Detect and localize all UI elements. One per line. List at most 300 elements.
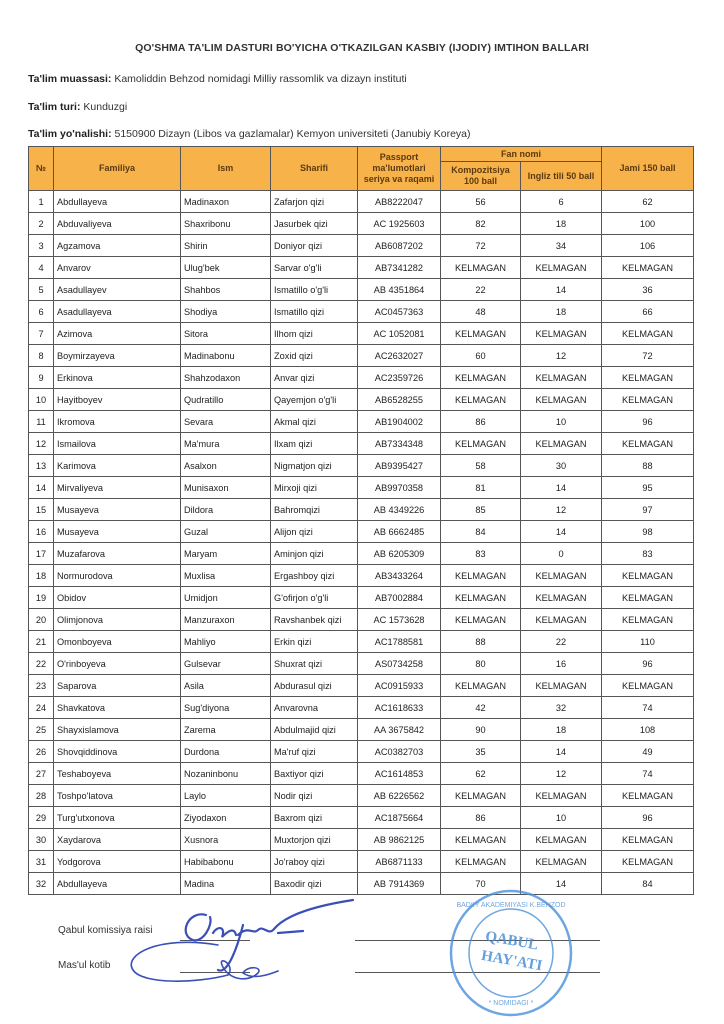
row-number: 13: [29, 455, 54, 477]
patronymic-cell: Mirxoji qizi: [271, 477, 358, 499]
row-number: 27: [29, 763, 54, 785]
patronymic-cell: Ergashboy qizi: [271, 565, 358, 587]
passport-cell: AB 7914369: [358, 873, 441, 895]
patronymic-cell: Qayemjon o'g'li: [271, 389, 358, 411]
english-score-cell: 14: [521, 873, 602, 895]
english-score-cell: KELMAGAN: [521, 257, 602, 279]
total-score-cell: KELMAGAN: [602, 675, 694, 697]
col-header-surname: Familiya: [54, 147, 181, 191]
total-score-cell: KELMAGAN: [602, 367, 694, 389]
composition-score-cell: KELMAGAN: [441, 829, 521, 851]
surname-cell: Obidov: [54, 587, 181, 609]
col-header-composition: Kompozitsiya 100 ball: [441, 162, 521, 191]
surname-cell: Shovqiddinova: [54, 741, 181, 763]
patronymic-cell: Anvarovna: [271, 697, 358, 719]
table-row: [29, 543, 694, 565]
name-cell: Munisaxon: [181, 477, 271, 499]
col-header-num: №: [29, 147, 54, 191]
name-cell: Sevara: [181, 411, 271, 433]
composition-score-cell: KELMAGAN: [441, 587, 521, 609]
total-score-cell: 108: [602, 719, 694, 741]
direction-line: [28, 128, 471, 140]
composition-score-cell: 86: [441, 411, 521, 433]
surname-cell: Muzafarova: [54, 543, 181, 565]
surname-cell: Shayxislamova: [54, 719, 181, 741]
english-score-cell: 14: [521, 279, 602, 301]
patronymic-cell: Bahromqizi: [271, 499, 358, 521]
surname-cell: O'rinboyeva: [54, 653, 181, 675]
passport-cell: AB7334348: [358, 433, 441, 455]
surname-cell: Ismailova: [54, 433, 181, 455]
total-score-cell: 96: [602, 653, 694, 675]
total-score-cell: 98: [602, 521, 694, 543]
table-row: [29, 257, 694, 279]
english-score-cell: 16: [521, 653, 602, 675]
institution-value: Kamoliddin Behzod nomidagi Milliy rassomlik va dizayn instituti: [114, 73, 407, 85]
row-number: 16: [29, 521, 54, 543]
patronymic-cell: Ma'ruf qizi: [271, 741, 358, 763]
name-cell: Shahzodaxon: [181, 367, 271, 389]
surname-cell: Normurodova: [54, 565, 181, 587]
table-row: [29, 675, 694, 697]
composition-score-cell: 58: [441, 455, 521, 477]
patronymic-cell: Sarvar o'g'li: [271, 257, 358, 279]
english-score-cell: 14: [521, 477, 602, 499]
total-score-cell: 36: [602, 279, 694, 301]
svg-text:BADIIY AKADEMIYASI K.BEHZOD: BADIIY AKADEMIYASI K.BEHZOD: [456, 902, 566, 909]
composition-score-cell: 83: [441, 543, 521, 565]
surname-cell: Musayeva: [54, 499, 181, 521]
table-row: [29, 587, 694, 609]
passport-cell: AB1904002: [358, 411, 441, 433]
study-type-label: Ta'lim turi:: [28, 101, 81, 113]
row-number: 30: [29, 829, 54, 851]
table-row: [29, 851, 694, 873]
col-header-patronymic: Sharifi: [271, 147, 358, 191]
table-row: [29, 235, 694, 257]
english-score-cell: 18: [521, 301, 602, 323]
total-score-cell: 84: [602, 873, 694, 895]
surname-cell: Abduvaliyeva: [54, 213, 181, 235]
total-score-cell: 74: [602, 697, 694, 719]
patronymic-cell: Baxtiyor qizi: [271, 763, 358, 785]
total-score-cell: 49: [602, 741, 694, 763]
passport-cell: AC1875664: [358, 807, 441, 829]
english-score-cell: 12: [521, 345, 602, 367]
total-score-cell: KELMAGAN: [602, 323, 694, 345]
passport-cell: AB7002884: [358, 587, 441, 609]
total-score-cell: KELMAGAN: [602, 433, 694, 455]
secretary-label: Mas'ul kotib: [58, 960, 111, 971]
total-score-cell: 74: [602, 763, 694, 785]
name-cell: Zarema: [181, 719, 271, 741]
english-score-cell: 32: [521, 697, 602, 719]
passport-cell: AC 1052081: [358, 323, 441, 345]
composition-score-cell: KELMAGAN: [441, 367, 521, 389]
table-row: [29, 213, 694, 235]
patronymic-cell: Zafarjon qizi: [271, 191, 358, 213]
patronymic-cell: Jo'raboy qizi: [271, 851, 358, 873]
surname-cell: Mirvaliyeva: [54, 477, 181, 499]
row-number: 20: [29, 609, 54, 631]
table-row: [29, 433, 694, 455]
row-number: 12: [29, 433, 54, 455]
passport-cell: AB6871133: [358, 851, 441, 873]
composition-score-cell: 62: [441, 763, 521, 785]
passport-cell: AB9395427: [358, 455, 441, 477]
composition-score-cell: 90: [441, 719, 521, 741]
patronymic-cell: Akmal qizi: [271, 411, 358, 433]
patronymic-cell: Aminjon qizi: [271, 543, 358, 565]
composition-score-cell: KELMAGAN: [441, 675, 521, 697]
surname-cell: Agzamova: [54, 235, 181, 257]
passport-cell: AB7341282: [358, 257, 441, 279]
total-score-cell: 62: [602, 191, 694, 213]
name-cell: Shahbos: [181, 279, 271, 301]
composition-score-cell: KELMAGAN: [441, 389, 521, 411]
composition-score-cell: KELMAGAN: [441, 257, 521, 279]
row-number: 29: [29, 807, 54, 829]
table-row: [29, 785, 694, 807]
official-stamp-icon: [445, 887, 577, 1019]
patronymic-cell: Ravshanbek qizi: [271, 609, 358, 631]
passport-cell: AB8222047: [358, 191, 441, 213]
table-row: [29, 521, 694, 543]
row-number: 31: [29, 851, 54, 873]
surname-cell: Anvarov: [54, 257, 181, 279]
composition-score-cell: 81: [441, 477, 521, 499]
surname-cell: Shavkatova: [54, 697, 181, 719]
surname-cell: Turg'utxonova: [54, 807, 181, 829]
exam-results-table: [28, 146, 694, 895]
english-score-cell: KELMAGAN: [521, 323, 602, 345]
col-header-name: Ism: [181, 147, 271, 191]
surname-cell: Erkinova: [54, 367, 181, 389]
row-number: 7: [29, 323, 54, 345]
total-score-cell: 106: [602, 235, 694, 257]
patronymic-cell: Ilhom qizi: [271, 323, 358, 345]
row-number: 14: [29, 477, 54, 499]
row-number: 26: [29, 741, 54, 763]
total-score-cell: 96: [602, 411, 694, 433]
row-number: 9: [29, 367, 54, 389]
direction-value: 5150900 Dizayn (Libos va gazlamalar) Kemyon universiteti (Janubiy Koreya): [114, 128, 471, 140]
surname-cell: Toshpo'latova: [54, 785, 181, 807]
name-cell: Mahliyo: [181, 631, 271, 653]
composition-score-cell: 80: [441, 653, 521, 675]
table-row: [29, 367, 694, 389]
patronymic-cell: Baxrom qizi: [271, 807, 358, 829]
composition-score-cell: 82: [441, 213, 521, 235]
patronymic-cell: Ismatillo o'g'li: [271, 279, 358, 301]
table-row: [29, 411, 694, 433]
patronymic-cell: Abdulmajid qizi: [271, 719, 358, 741]
total-score-cell: 83: [602, 543, 694, 565]
passport-cell: AC0915933: [358, 675, 441, 697]
composition-score-cell: 42: [441, 697, 521, 719]
row-number: 17: [29, 543, 54, 565]
row-number: 1: [29, 191, 54, 213]
passport-cell: AS0734258: [358, 653, 441, 675]
composition-score-cell: KELMAGAN: [441, 433, 521, 455]
row-number: 25: [29, 719, 54, 741]
patronymic-cell: Jasurbek qizi: [271, 213, 358, 235]
surname-cell: Abdullayeva: [54, 191, 181, 213]
composition-score-cell: 48: [441, 301, 521, 323]
svg-text:* NOMIDAGI *: * NOMIDAGI *: [488, 1000, 534, 1007]
table-row: [29, 741, 694, 763]
study-type-value: Kunduzgi: [83, 101, 128, 113]
name-cell: Ulug'bek: [181, 257, 271, 279]
english-score-cell: 14: [521, 741, 602, 763]
english-score-cell: 18: [521, 719, 602, 741]
passport-cell: AB 6662485: [358, 521, 441, 543]
total-score-cell: KELMAGAN: [602, 609, 694, 631]
table-row: [29, 763, 694, 785]
row-number: 19: [29, 587, 54, 609]
total-score-cell: KELMAGAN: [602, 785, 694, 807]
institution-line: [28, 73, 407, 85]
name-cell: Shaxribonu: [181, 213, 271, 235]
table-row: [29, 455, 694, 477]
english-score-cell: 12: [521, 499, 602, 521]
passport-cell: AB 6226562: [358, 785, 441, 807]
composition-score-cell: KELMAGAN: [441, 609, 521, 631]
passport-cell: AC1618633: [358, 697, 441, 719]
row-number: 2: [29, 213, 54, 235]
english-score-cell: 12: [521, 763, 602, 785]
table-row: [29, 609, 694, 631]
passport-cell: AC 1573628: [358, 609, 441, 631]
name-cell: Asila: [181, 675, 271, 697]
name-cell: Asalxon: [181, 455, 271, 477]
name-cell: Gulsevar: [181, 653, 271, 675]
patronymic-cell: Nodir qizi: [271, 785, 358, 807]
english-score-cell: 0: [521, 543, 602, 565]
passport-cell: AC1614853: [358, 763, 441, 785]
table-row: [29, 279, 694, 301]
col-header-total: Jami 150 ball: [602, 147, 694, 191]
surname-cell: Hayitboyev: [54, 389, 181, 411]
surname-cell: Yodgorova: [54, 851, 181, 873]
passport-cell: AB9970358: [358, 477, 441, 499]
total-score-cell: KELMAGAN: [602, 587, 694, 609]
svg-text:QABUL: QABUL: [484, 928, 540, 954]
surname-cell: Asadullayev: [54, 279, 181, 301]
row-number: 28: [29, 785, 54, 807]
name-cell: Guzal: [181, 521, 271, 543]
surname-cell: Karimova: [54, 455, 181, 477]
passport-cell: AB6087202: [358, 235, 441, 257]
name-cell: Laylo: [181, 785, 271, 807]
surname-cell: Ikromova: [54, 411, 181, 433]
english-score-cell: KELMAGAN: [521, 433, 602, 455]
surname-cell: Boymirzayeva: [54, 345, 181, 367]
patronymic-cell: Shuxrat qizi: [271, 653, 358, 675]
name-cell: Sug'diyona: [181, 697, 271, 719]
row-number: 11: [29, 411, 54, 433]
composition-score-cell: KELMAGAN: [441, 785, 521, 807]
patronymic-cell: Zoxid qizi: [271, 345, 358, 367]
patronymic-cell: Ismatillo qizi: [271, 301, 358, 323]
name-cell: Habibabonu: [181, 851, 271, 873]
composition-score-cell: KELMAGAN: [441, 851, 521, 873]
passport-cell: AC0457363: [358, 301, 441, 323]
row-number: 24: [29, 697, 54, 719]
name-cell: Dildora: [181, 499, 271, 521]
passport-cell: AB 4351864: [358, 279, 441, 301]
english-score-cell: KELMAGAN: [521, 389, 602, 411]
chair-signature-icon: [118, 895, 358, 995]
table-row: [29, 565, 694, 587]
total-score-cell: 96: [602, 807, 694, 829]
row-number: 18: [29, 565, 54, 587]
table-row: [29, 323, 694, 345]
row-number: 23: [29, 675, 54, 697]
composition-score-cell: 86: [441, 807, 521, 829]
patronymic-cell: Baxodir qizi: [271, 873, 358, 895]
study-type-line: [28, 101, 127, 113]
passport-cell: AC2632027: [358, 345, 441, 367]
total-score-cell: KELMAGAN: [602, 565, 694, 587]
passport-cell: AB 9862125: [358, 829, 441, 851]
passport-cell: AA 3675842: [358, 719, 441, 741]
row-number: 10: [29, 389, 54, 411]
surname-cell: Teshaboyeva: [54, 763, 181, 785]
name-cell: Ziyodaxon: [181, 807, 271, 829]
english-score-cell: 14: [521, 521, 602, 543]
composition-score-cell: 35: [441, 741, 521, 763]
table-row: [29, 829, 694, 851]
svg-text:HAY'ATI: HAY'ATI: [479, 947, 544, 975]
total-score-cell: KELMAGAN: [602, 257, 694, 279]
total-score-cell: KELMAGAN: [602, 851, 694, 873]
name-cell: Sitora: [181, 323, 271, 345]
english-score-cell: KELMAGAN: [521, 785, 602, 807]
passport-cell: AC2359726: [358, 367, 441, 389]
composition-score-cell: 72: [441, 235, 521, 257]
passport-cell: AB 6205309: [358, 543, 441, 565]
name-cell: Shodiya: [181, 301, 271, 323]
surname-cell: Xaydarova: [54, 829, 181, 851]
english-score-cell: 10: [521, 807, 602, 829]
english-score-cell: 34: [521, 235, 602, 257]
surname-cell: Abdullayeva: [54, 873, 181, 895]
name-cell: Ma'mura: [181, 433, 271, 455]
name-cell: Qudratillo: [181, 389, 271, 411]
english-score-cell: KELMAGAN: [521, 851, 602, 873]
patronymic-cell: Alijon qizi: [271, 521, 358, 543]
name-cell: Madina: [181, 873, 271, 895]
table-row: [29, 301, 694, 323]
passport-cell: AC 1925603: [358, 213, 441, 235]
composition-score-cell: 60: [441, 345, 521, 367]
name-cell: Nozaninbonu: [181, 763, 271, 785]
name-cell: Shirin: [181, 235, 271, 257]
total-score-cell: 66: [602, 301, 694, 323]
row-number: 3: [29, 235, 54, 257]
table-row: [29, 477, 694, 499]
composition-score-cell: 56: [441, 191, 521, 213]
composition-score-cell: 22: [441, 279, 521, 301]
row-number: 8: [29, 345, 54, 367]
table-row: [29, 807, 694, 829]
name-cell: Manzuraxon: [181, 609, 271, 631]
composition-score-cell: KELMAGAN: [441, 565, 521, 587]
passport-cell: AB3433264: [358, 565, 441, 587]
patronymic-cell: Anvar qizi: [271, 367, 358, 389]
total-score-cell: 110: [602, 631, 694, 653]
row-number: 22: [29, 653, 54, 675]
table-row: [29, 345, 694, 367]
col-header-subject-group: Fan nomi: [441, 147, 602, 162]
english-score-cell: KELMAGAN: [521, 367, 602, 389]
patronymic-cell: Abdurasul qizi: [271, 675, 358, 697]
surname-cell: Azimova: [54, 323, 181, 345]
total-score-cell: KELMAGAN: [602, 389, 694, 411]
name-cell: Xusnora: [181, 829, 271, 851]
composition-score-cell: 84: [441, 521, 521, 543]
english-score-cell: KELMAGAN: [521, 675, 602, 697]
row-number: 15: [29, 499, 54, 521]
document-title: QO'SHMA TA'LIM DASTURI BO'YICHA O'TKAZILGAN KASBIY (IJODIY) IMTIHON BALLARI: [135, 42, 589, 54]
surname-cell: Saparova: [54, 675, 181, 697]
english-score-cell: KELMAGAN: [521, 829, 602, 851]
composition-score-cell: KELMAGAN: [441, 323, 521, 345]
name-cell: Umidjon: [181, 587, 271, 609]
name-cell: Madinaxon: [181, 191, 271, 213]
patronymic-cell: Ilxam qizi: [271, 433, 358, 455]
table-row: [29, 631, 694, 653]
total-score-cell: 97: [602, 499, 694, 521]
col-header-passport: Passport ma'lumotlari seriya va raqami: [358, 147, 441, 191]
passport-cell: AB6528255: [358, 389, 441, 411]
passport-cell: AB 4349226: [358, 499, 441, 521]
table-row: [29, 499, 694, 521]
composition-score-cell: 70: [441, 873, 521, 895]
english-score-cell: KELMAGAN: [521, 609, 602, 631]
row-number: 5: [29, 279, 54, 301]
passport-cell: AC1788581: [358, 631, 441, 653]
patronymic-cell: Muxtorjon qizi: [271, 829, 358, 851]
col-header-english: Ingliz tili 50 ball: [521, 162, 602, 191]
name-cell: Durdona: [181, 741, 271, 763]
row-number: 4: [29, 257, 54, 279]
surname-cell: Olimjonova: [54, 609, 181, 631]
table-row: [29, 697, 694, 719]
total-score-cell: KELMAGAN: [602, 829, 694, 851]
total-score-cell: 88: [602, 455, 694, 477]
patronymic-cell: Erkin qizi: [271, 631, 358, 653]
surname-cell: Asadullayeva: [54, 301, 181, 323]
composition-score-cell: 88: [441, 631, 521, 653]
english-score-cell: KELMAGAN: [521, 587, 602, 609]
row-number: 21: [29, 631, 54, 653]
patronymic-cell: Nigmatjon qizi: [271, 455, 358, 477]
english-score-cell: 6: [521, 191, 602, 213]
chair-label: Qabul komissiya raisi: [58, 925, 153, 936]
composition-score-cell: 85: [441, 499, 521, 521]
row-number: 6: [29, 301, 54, 323]
passport-cell: AC0382703: [358, 741, 441, 763]
patronymic-cell: G'ofirjon o'g'li: [271, 587, 358, 609]
surname-cell: Musayeva: [54, 521, 181, 543]
english-score-cell: 30: [521, 455, 602, 477]
english-score-cell: KELMAGAN: [521, 565, 602, 587]
total-score-cell: 95: [602, 477, 694, 499]
name-cell: Madinabonu: [181, 345, 271, 367]
total-score-cell: 100: [602, 213, 694, 235]
